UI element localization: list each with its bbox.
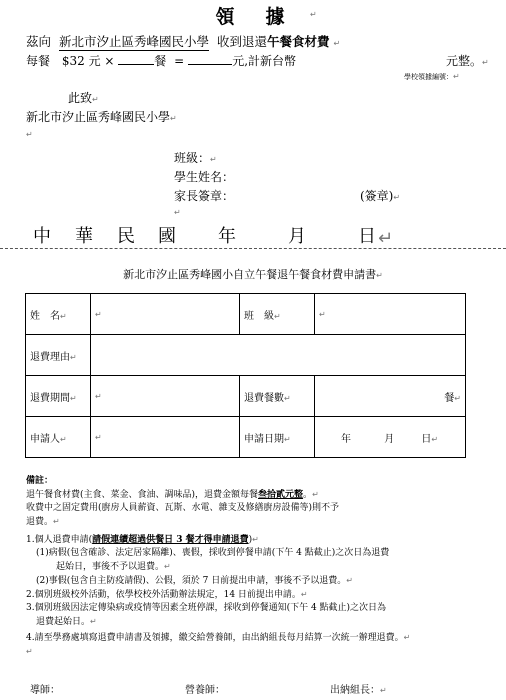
form-class-label: 班 級 <box>244 310 274 322</box>
mentor-label: 導師： <box>30 685 60 696</box>
parent-signature-field[interactable] <box>174 187 234 204</box>
form-title-text: 新北市汐止區秀峰國小自立午餐退午餐食材費申請書 <box>123 268 377 281</box>
apply-date-input-cell[interactable] <box>315 417 466 458</box>
note-1-prefix: 1.個人退費申請( <box>26 535 93 545</box>
notes-p2-text: 收費中之固定費用(廚房人員薪資、瓦斯、水電、雜支及修繕廚房設備等)則不予 <box>26 503 340 513</box>
receipt-received-text: 收到退還 <box>217 34 268 49</box>
signature-hint-text: (簽章) <box>360 189 394 203</box>
receipt-to-prefix: 茲向 <box>26 34 52 49</box>
receipt-yuan-end: 元整。 <box>446 54 483 68</box>
cut-line <box>0 248 506 249</box>
paragraph-mark: ↵ <box>60 311 67 321</box>
note-1-bold: 請假連續超過供餐日 3 餐才得申請退費 <box>92 535 249 545</box>
note-4-text: 4.請至學務處填寫退費申請書及領據，繳交給營養師，由出納組長每月結算一次統一辦理退費。 <box>26 633 404 643</box>
dietitian-label: 營養師： <box>185 685 225 696</box>
receipt-price: $32 元 <box>61 54 101 68</box>
receipt-title: 領 據 <box>215 6 291 28</box>
student-name-label: 學生姓名： <box>174 170 235 184</box>
paragraph-mark: ↵ <box>300 590 308 599</box>
paragraph-mark: ↵ <box>274 311 281 321</box>
class-field[interactable] <box>174 149 217 166</box>
paragraph-mark: ↵ <box>60 434 67 444</box>
notes-refund-amount: 叁拾貳元整 <box>258 490 304 500</box>
note-1-suffix: ) <box>248 535 253 545</box>
paragraph-mark: ↵ <box>170 114 177 123</box>
apply-date-label-cell <box>240 417 315 458</box>
date-char-zhong: 中 <box>33 226 51 247</box>
receipt-meal-count-blank[interactable] <box>118 64 154 65</box>
reason-label: 退費理由 <box>30 351 70 363</box>
paragraph-mark: ↵ <box>252 535 259 544</box>
receipt-greeting-text: 此致 <box>68 91 93 105</box>
paragraph-mark: ↵ <box>210 155 217 164</box>
paragraph-mark: ↵ <box>482 58 489 67</box>
note-item-1-2 <box>26 574 496 588</box>
paragraph-mark: ↵ <box>453 72 460 81</box>
note-2-text: 2.個別班級校外活動，依學校校外活動辦法規定，14 日前提出申請。 <box>26 590 301 600</box>
cashier-signature[interactable] <box>330 681 387 696</box>
paragraph-mark: ↵ <box>70 393 77 403</box>
note-1-2-text: (2)事假(包含自主防疫請假)、公假，須於 7 日前提出申請，事後不予以退費。 <box>36 576 347 586</box>
mentor-signature[interactable] <box>30 681 60 696</box>
paragraph-mark: ↵ <box>26 130 33 139</box>
paragraph-mark: ↵ <box>403 633 411 642</box>
reason-input-cell[interactable] <box>91 335 466 376</box>
table-row <box>26 335 466 376</box>
notes-paragraph-2 <box>26 502 496 515</box>
receipt-number-text: 學校領據編號： <box>404 73 453 81</box>
meals-unit: 餐 <box>444 392 455 404</box>
date-char-hua: 華 <box>75 226 93 247</box>
receipt-date <box>0 222 506 249</box>
receipt-school-name: 新北市汐止區秀峰國民小學 <box>59 34 210 49</box>
signature-hint <box>360 187 400 204</box>
note-1-1b-text: 起始日，事後不予以退費。 <box>56 562 165 572</box>
cashier-label: 出納組長： <box>330 685 380 696</box>
period-label: 退費期間 <box>30 392 70 404</box>
class-input-cell[interactable] <box>315 294 466 335</box>
paragraph-mark: ↵ <box>312 490 319 499</box>
form-title <box>0 266 506 282</box>
table-row <box>26 417 466 458</box>
notes-paragraph-2b <box>26 515 496 529</box>
paragraph-mark: ↵ <box>95 309 102 319</box>
date-char-guo: 國 <box>158 226 176 247</box>
paragraph-mark: ↵ <box>319 309 326 319</box>
receipt-to-school-text: 新北市汐止區秀峰國民小學 <box>26 110 171 124</box>
date-year-label: 年 <box>218 226 236 247</box>
receipt-yuan-text: 元,計新台幣 <box>232 54 297 68</box>
note-item-1 <box>26 533 496 547</box>
paragraph-mark: ↵ <box>310 10 317 19</box>
table-row <box>26 376 466 417</box>
note-item-1-1b <box>26 560 496 574</box>
note-1-1-text: (1)病假(包含確診、法定居家隔離)、喪假，採收到停餐申請(下午 4 點截止)之次日為退費 <box>36 548 390 558</box>
class-label-cell <box>240 294 315 335</box>
student-name-field[interactable] <box>174 168 234 185</box>
receipt-total-suffix <box>446 52 489 69</box>
paragraph-mark: ↵ <box>454 393 461 403</box>
name-label: 姓 名 <box>30 310 60 322</box>
paragraph-mark: ↵ <box>380 686 387 695</box>
applicant-label: 申請人 <box>30 433 60 445</box>
meals-input-cell[interactable] <box>315 376 466 417</box>
applicant-input-cell[interactable] <box>91 417 240 458</box>
parent-signature-label: 家長簽章： <box>174 189 235 203</box>
paragraph-mark: ↵ <box>92 95 99 104</box>
paragraph-mark: ↵ <box>90 617 97 626</box>
dietitian-signature[interactable] <box>185 681 225 696</box>
paragraph-mark: ↵ <box>70 352 77 362</box>
apply-month-label: 月 <box>384 433 395 445</box>
paragraph-mark: ↵ <box>378 228 394 249</box>
note-item-3b <box>26 615 496 629</box>
notes-p1-text: 退午餐食材費(主食、菜金、食油、調味品)，退費金額每餐 <box>26 490 259 500</box>
notes-p2b-text: 退費。 <box>26 517 54 527</box>
paragraph-mark: ↵ <box>53 517 60 526</box>
receipt-multiply: × <box>104 54 115 68</box>
paragraph-mark: ↵ <box>333 39 341 48</box>
date-month-label: 月 <box>288 226 306 247</box>
receipt-amount-blank[interactable] <box>188 64 232 65</box>
receipt-line-1 <box>26 32 340 51</box>
reason-label-cell <box>26 335 91 376</box>
apply-date-label: 申請日期 <box>244 433 284 445</box>
receipt-line-2 <box>26 52 296 69</box>
receipt-number-label <box>404 72 460 82</box>
receipt-meal-unit: 餐 <box>154 54 167 68</box>
paragraph-mark: ↵ <box>431 434 439 444</box>
date-day-label: 日 <box>358 226 376 247</box>
receipt-to-school <box>26 108 177 125</box>
notes-p1-end: 。 <box>303 490 313 500</box>
application-table <box>25 293 466 458</box>
note-3-text: 3.個別班級因法定傳染病或疫情等因素全班停課，採收到停餐通知(下午 4 點截止)之次日為 <box>26 603 387 613</box>
apply-year-label: 年 <box>341 433 351 445</box>
receipt-fee-name: 午餐食材費 <box>267 34 330 49</box>
period-label-cell <box>26 376 91 417</box>
paragraph-mark: ↵ <box>346 576 353 585</box>
notes-heading-text: 備註： <box>26 476 54 486</box>
note-3b-text: 退費起始日。 <box>36 617 91 627</box>
paragraph-mark: ↵ <box>95 432 102 442</box>
paragraph-mark: ↵ <box>284 434 291 444</box>
notes-section <box>26 475 496 658</box>
note-item-1-1 <box>26 547 496 560</box>
receipt-greeting <box>68 89 99 106</box>
paragraph-mark: ↵ <box>26 647 33 656</box>
paragraph-mark: ↵ <box>376 271 383 280</box>
paragraph-mark: ↵ <box>164 562 171 571</box>
apply-day-label: 日 <box>421 433 432 445</box>
receipt-per-meal: 每餐 <box>26 54 51 68</box>
paragraph-mark: ↵ <box>174 208 181 217</box>
date-char-min: 民 <box>117 226 135 247</box>
applicant-label-cell <box>26 417 91 458</box>
meals-label-cell <box>240 376 315 417</box>
meals-label: 退費餐數 <box>244 392 284 404</box>
period-input-cell[interactable] <box>91 376 240 417</box>
paragraph-mark: ↵ <box>95 391 102 401</box>
class-label: 班級： <box>174 151 211 165</box>
note-item-2 <box>26 588 496 602</box>
paragraph-mark: ↵ <box>284 393 291 403</box>
notes-heading <box>26 475 496 488</box>
notes-paragraph-1 <box>26 488 496 502</box>
note-item-4 <box>26 631 496 645</box>
table-row <box>26 294 466 335</box>
receipt-equals: = <box>174 54 185 68</box>
name-label-cell <box>26 294 91 335</box>
paragraph-mark: ↵ <box>393 193 401 202</box>
note-item-3 <box>26 602 496 615</box>
name-input-cell[interactable] <box>91 294 240 335</box>
